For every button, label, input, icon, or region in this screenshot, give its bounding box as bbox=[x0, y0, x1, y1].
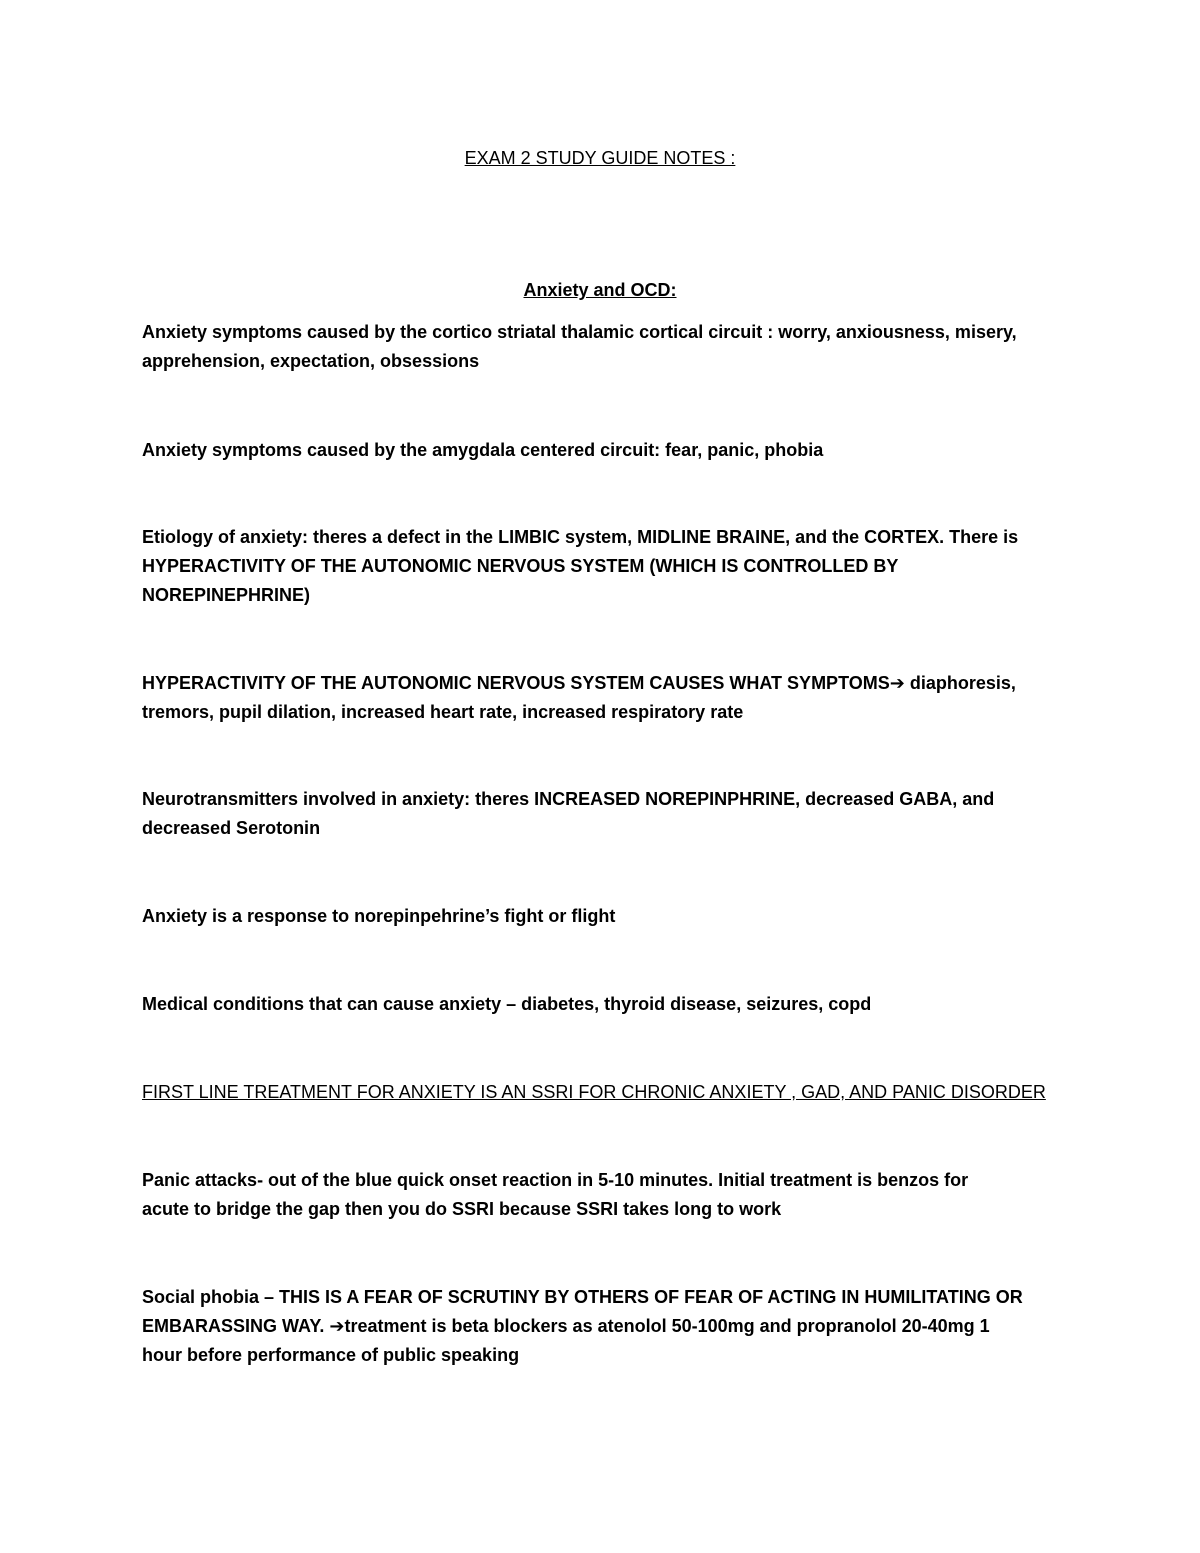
paragraph-3-line-2: HYPERACTIVITY OF THE AUTONOMIC NERVOUS SYSTEM (WHICH IS CONTROLLED BY bbox=[142, 556, 899, 576]
paragraph-9-line-2: acute to bridge the gap then you do SSRI because SSRI takes long to work bbox=[142, 1199, 782, 1219]
paragraph-4-line-1-start: HYPERACTIVITY OF THE AUTONOMIC NERVOUS SYSTEM CAUSES WHAT SYMPTOMS bbox=[142, 673, 890, 693]
paragraph-10-line-3: hour before performance of public speaking bbox=[142, 1345, 520, 1365]
paragraph-4-line-1 bbox=[142, 669, 1062, 698]
arrow-icon: ➔ bbox=[889, 673, 905, 693]
paragraph-4-line-2: tremors, pupil dilation, increased heart rate, increased respiratory rate bbox=[142, 702, 744, 722]
section-heading: Anxiety and OCD: bbox=[523, 280, 677, 300]
paragraph-7-line-1: Medical conditions that can cause anxiety – diabetes, thyroid disease, seizures, copd bbox=[142, 994, 872, 1014]
paragraph-9-line-1: Panic attacks- out of the blue quick onset reaction in 5-10 minutes. Initial treatment is benzos for bbox=[142, 1170, 969, 1190]
paragraph-4-line-1-end: diaphoresis, bbox=[904, 673, 1016, 693]
paragraph-1-line-2: apprehension, expectation, obsessions bbox=[142, 351, 480, 371]
document-title: EXAM 2 STUDY GUIDE NOTES : bbox=[464, 148, 736, 168]
paragraph-5-line-2: decreased Serotonin bbox=[142, 818, 321, 838]
arrow-icon: ➔ bbox=[329, 1316, 345, 1336]
paragraph-10-line-2 bbox=[142, 1312, 1062, 1341]
paragraph-10-line-2-end: treatment is beta blockers as atenolol 50-100mg and propranolol 20-40mg 1 bbox=[344, 1316, 990, 1336]
paragraph-3-line-3: NOREPINEPHRINE) bbox=[142, 585, 311, 605]
paragraph-10-line-1: Social phobia – THIS IS A FEAR OF SCRUTINY BY OTHERS OF FEAR OF ACTING IN HUMILITATING OR bbox=[142, 1287, 1023, 1307]
paragraph-8-line-1: FIRST LINE TREATMENT FOR ANXIETY IS AN SSRI FOR CHRONIC ANXIETY , GAD, AND PANIC DISORDER bbox=[142, 1082, 1046, 1102]
paragraph-3-line-1: Etiology of anxiety: theres a defect in the LIMBIC system, MIDLINE BRAINE, and the CORTEX. There is bbox=[142, 527, 1019, 547]
paragraph-6-line-1: Anxiety is a response to norepinpehrine’s fight or flight bbox=[142, 906, 616, 926]
paragraph-1-line-1: Anxiety symptoms caused by the cortico striatal thalamic cortical circuit : worry, anxiousness, misery, bbox=[142, 322, 1017, 342]
paragraph-10-line-2-start: EMBARASSING WAY. bbox=[142, 1316, 330, 1336]
paragraph-5-line-1: Neurotransmitters involved in anxiety: theres INCREASED NOREPINPHRINE, decreased GABA, and bbox=[142, 789, 995, 809]
paragraph-2-line-1: Anxiety symptoms caused by the amygdala centered circuit: fear, panic, phobia bbox=[142, 440, 824, 460]
